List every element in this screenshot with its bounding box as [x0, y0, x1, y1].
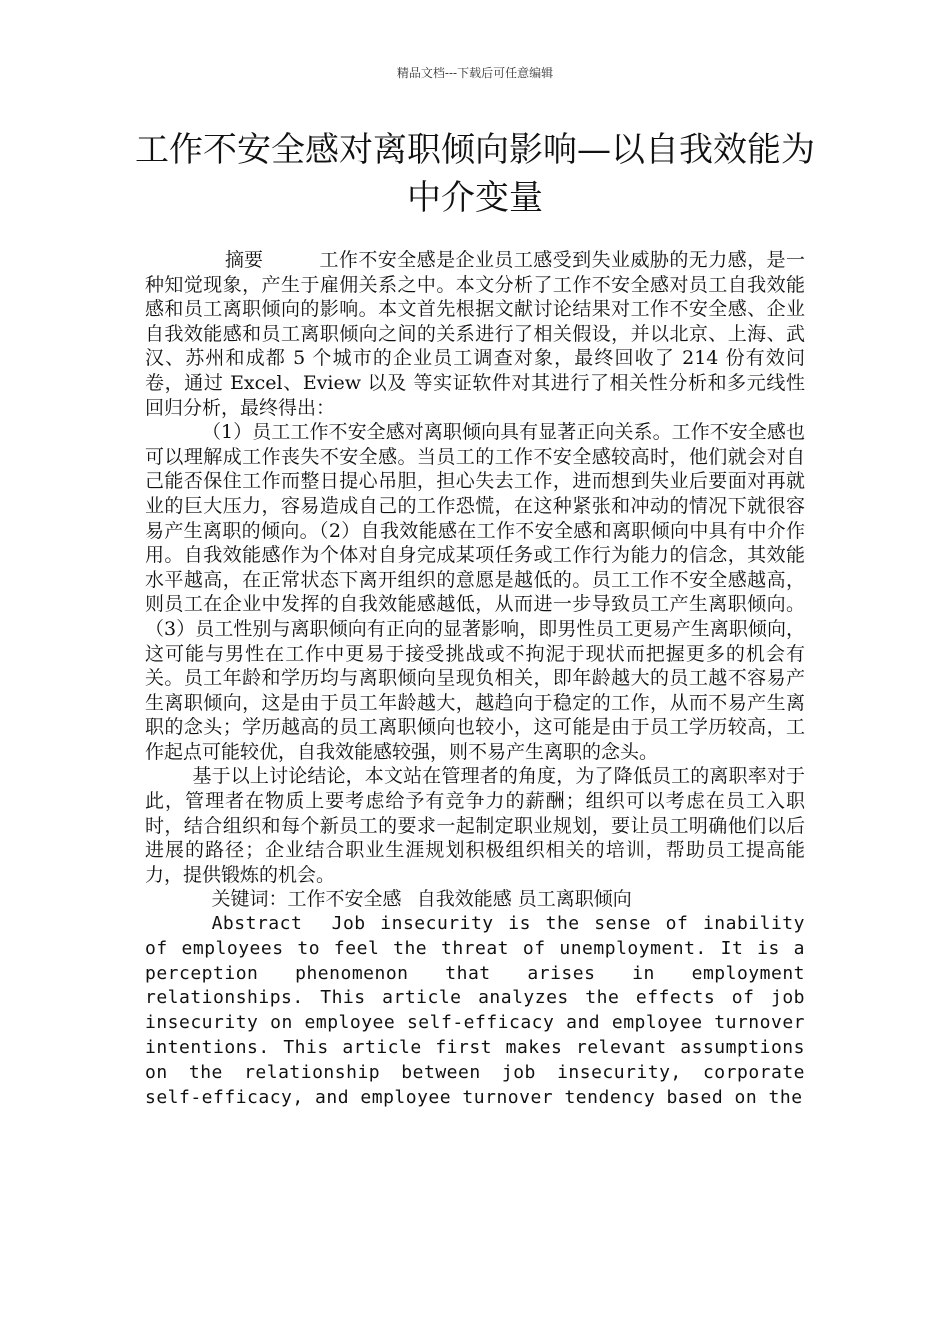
- abstract-cn-text-1: 工作不安全感是企业员工感受到失业威胁的无力感，是一种知觉现象，产生于雇佣关系之中。本文分析了工作不安全感对员工自我效能感和员工离职倾向的影响。本文首先根据文献讨论结果对工作不安全感、企业自我效能感和员工离职倾向之间的关系进行了相关假设，并以北京、上海、武汉、苏州和成都 5 个城市的企业员工调查对象，最终回收了 214 份有效问卷，通过 Excel、Eview 以及 等实证软件对其进行了相关性分析和多元线性回归分析，最终得出：: [145, 249, 805, 419]
- keywords-label: 关键词：: [211, 888, 288, 911]
- abstract-cn-paragraph-1: [145, 248, 805, 420]
- abstract-en-text: Job insecurity is the sense of inability of employees to feel the threat of unemployment. It is a perception phenomenon that arises in employment relationships. This article analyzes the effects of job insecurity on employee self-efficacy and employee turnover intentions. This article first makes relevant assumptions on the relationship between job insecurity, corporate self-efficacy, and employee turnover tendency based on the: [145, 913, 805, 1108]
- document-body: [145, 248, 805, 1110]
- keyword-2: 自我效能感: [416, 888, 512, 911]
- keywords-line: [145, 887, 805, 912]
- abstract-cn-paragraph-2: （1）员工工作不安全感对离职倾向具有显著正向关系。工作不安全感也可以理解成工作丧失不安全感。当员工的工作不安全感较高时，他们就会对自己能否保住工作而整日提心吊胆，担心失去工作，进而想到失业后要面对再就业的巨大压力，容易造成自己的工作恐慌，在这种紧张和冲动的情况下就很容易产生离职的倾向。（2）自我效能感在工作不安全感和离职倾向中具有中介作用。自我效能感作为个体对自身完成某项任务或工作行为能力的信念，其效能水平越高，在正常状态下离开组织的意愿是越低的。员工工作不安全感越高，则员工在企业中发挥的自我效能感越低，从而进一步导致员工产生离职倾向。（3）员工性别与离职倾向有正向的显著影响，即男性员工更易产生离职倾向，这可能与男性在工作中更易于接受挑战或不拘泥于现状而把握更多的机会有关。员工年龄和学历均与离职倾向呈现负相关，即年龄越大的员工越不容易产生离职倾向，这是由于员工年龄越大，越趋向于稳定的工作，从而不易产生离职的念头；学历越高的员工离职倾向也较小，这可能是由于员工学历较高，工作起点可能较优，自我效能感较强，则不易产生离职的念头。: [145, 421, 805, 763]
- abstract-cn-label: 摘要: [225, 249, 264, 271]
- abstract-en-label: Abstract: [211, 913, 303, 935]
- abstract-en-paragraph: [145, 912, 805, 1110]
- keyword-3: 员工离职倾向: [517, 888, 632, 911]
- keyword-1: 工作不安全感: [287, 888, 402, 911]
- abstract-en: [145, 912, 805, 1110]
- document-title: 工作不安全感对离职倾向影响—以自我效能为中介变量: [135, 130, 815, 218]
- abstract-cn-paragraph-3: 基于以上讨论结论，本文站在管理者的角度，为了降低员工的离职率对于此，管理者在物质上要考虑给予有竞争力的薪酬；组织可以考虑在员工入职时，结合组织和每个新员工的要求一起制定职业规划，要让员工明确他们以后进展的路径；企业结合职业生涯规划积极组织相关的培训，帮助员工提高能力，提供锻炼的机会。: [145, 765, 805, 886]
- page-header: 精品文档---下载后可任意编辑: [396, 66, 554, 80]
